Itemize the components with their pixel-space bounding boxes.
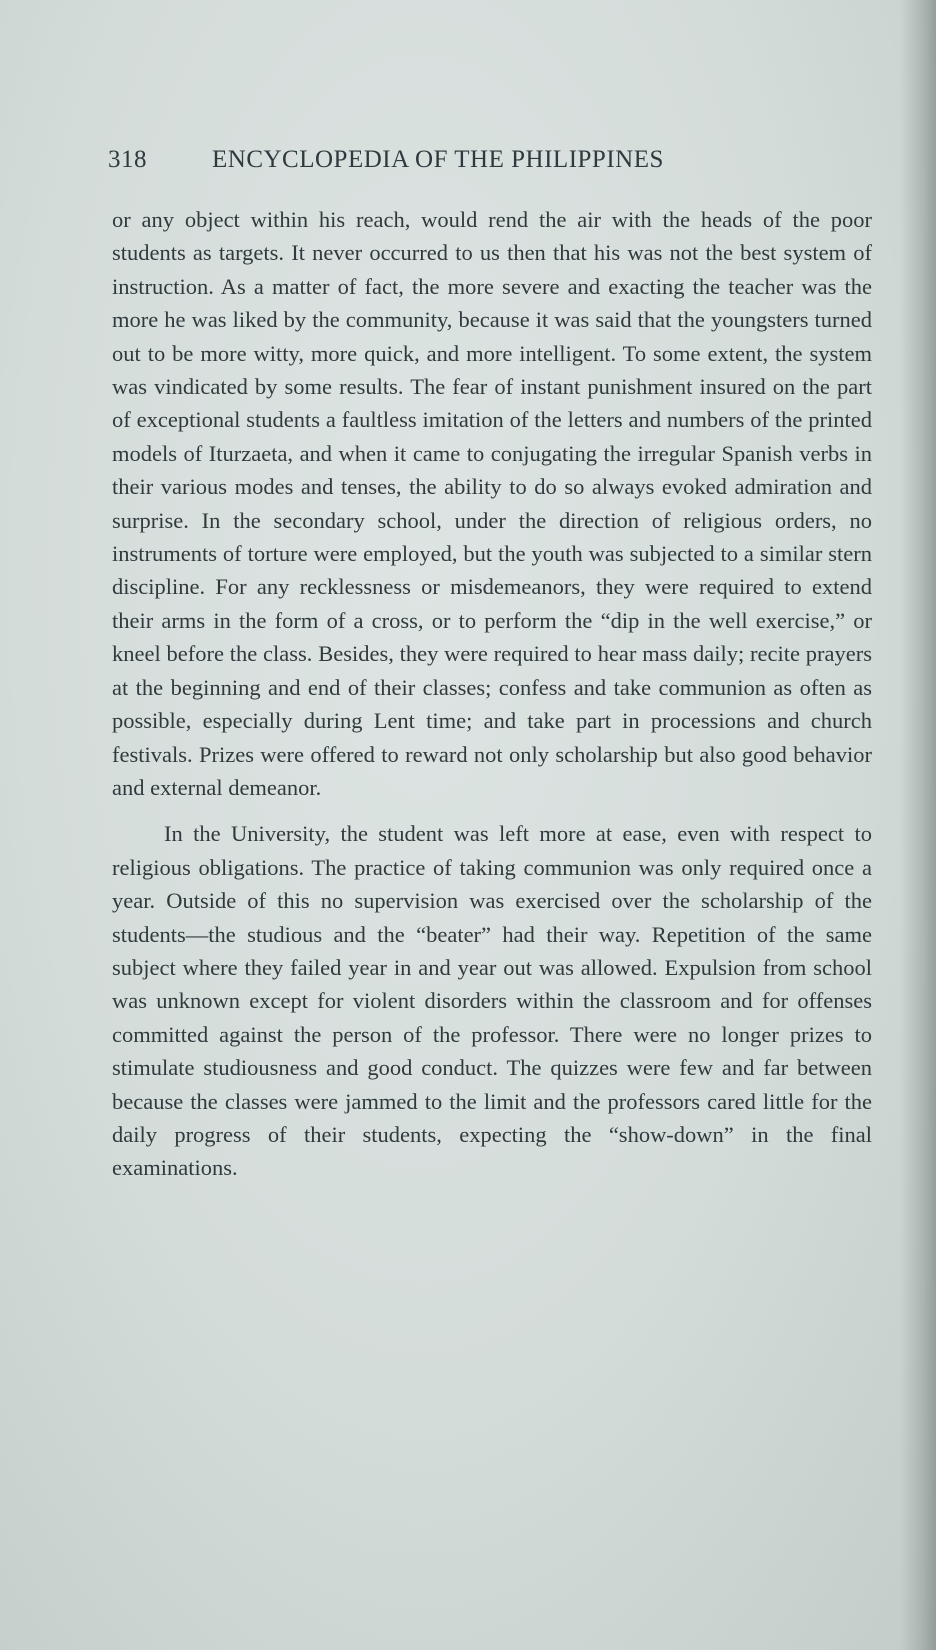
- body-text: [112, 203, 872, 1185]
- paragraph: or any object within his reach, would rend the air with the heads of the poor students as targets. It never occurred to us then that his was not the best system of instruction. As a matter of fact, the more severe and exacting the teacher was the more he was liked by the community, because it was said that the youngsters turned out to be more witty, more quick, and more intelligent. To some extent, the system was vindicated by some results. The fear of instant punishment insured on the part of exceptional students a faultless imitation of the letters and numbers of the printed models of Iturzaeta, and when it came to conjugating the irregular Spanish verbs in their various modes and tenses, the ability to do so always evoked admiration and surprise. In the secondary school, under the direction of religious orders, no instruments of torture were employed, but the youth was subjected to a similar stern discipline. For any recklessness or misdemeanors, they were required to extend their arms in the form of a cross, or to perform the “dip in the well exercise,” or kneel before the class. Besides, they were required to hear mass daily; recite prayers at the beginning and end of their classes; confess and take communion as often as possible, especially during Lent time; and take part in processions and church festivals. Prizes were offered to reward not only scholarship but also good behavior and external demeanor.: [112, 207, 872, 800]
- page-number: 318: [108, 146, 147, 173]
- running-title: ENCYCLOPEDIA OF THE PHILIPPINES: [212, 146, 664, 173]
- binding-shadow: [900, 0, 936, 1650]
- running-head: [108, 146, 828, 186]
- paragraph: In the University, the student was left more at ease, even with respect to religious obligations. The practice of taking communion was only required once a year. Outside of this no supervision was exercised over the scholarship of the students—the studious and the “beater” had their way. Repetition of the same subject where they failed year in and year out was allowed. Expulsion from school was unknown except for violent disorders within the classroom and for offenses committed against the person of the professor. There were no longer prizes to stimulate studiousness and good conduct. The quizzes were few and far between because the classes were jammed to the limit and the professors cared little for the daily progress of their students, expecting the “show-down” in the final examinations.: [112, 821, 872, 1181]
